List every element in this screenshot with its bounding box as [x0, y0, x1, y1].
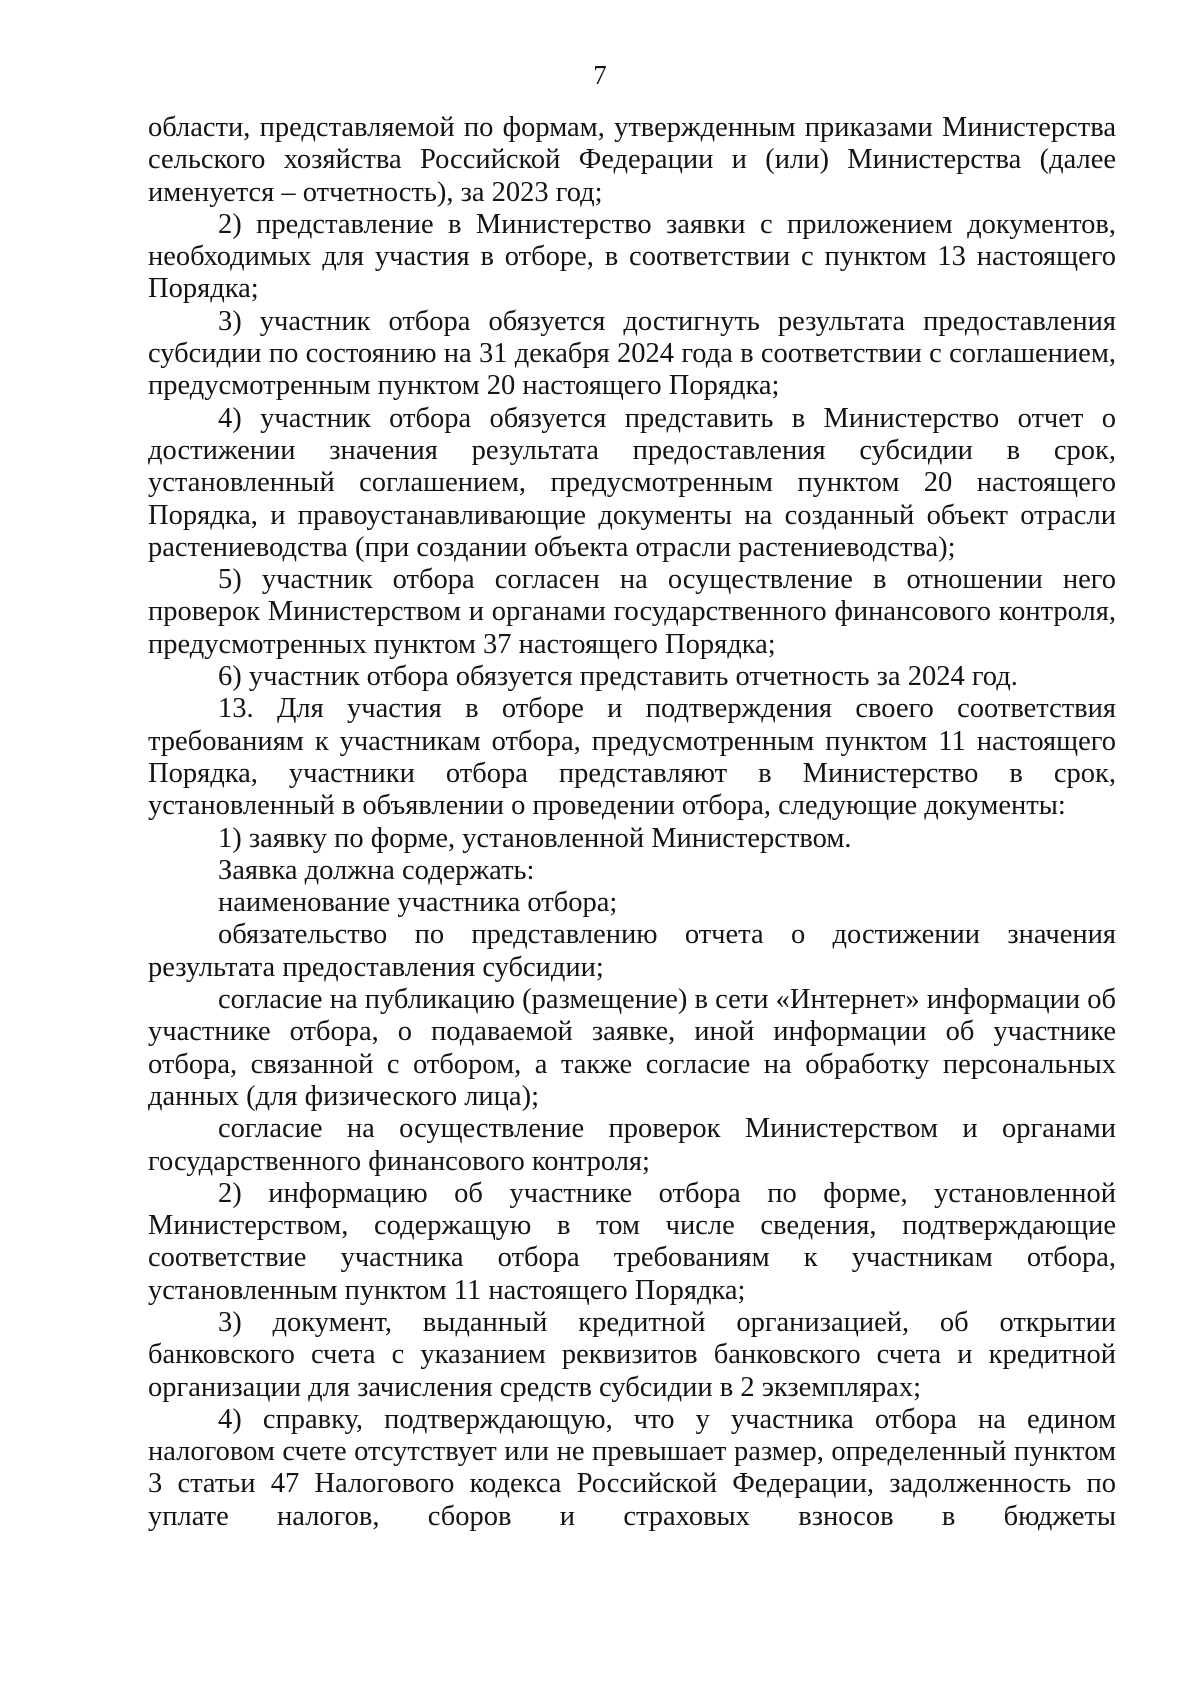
paragraph: согласие на публикацию (размещение) в сети «Интернет» информации об участнике отбора, о подаваемой заявке, иной информации об участнике отбора, связанной с отбором, а также согласие на обработку персональных данных (для физического лица);	[148, 984, 1116, 1112]
paragraph: 3) документ, выданный кредитной организацией, об открытии банковского счета с указанием реквизитов банковского счета и кредитной организации для зачисления средств субсидии в 2 экземплярах;	[148, 1306, 1116, 1403]
paragraph: 4) участник отбора обязуется представить в Министерство отчет о достижении значения результата предоставления субсидии в срок, установленный соглашением, предусмотренным пунктом 20 настоящего Порядка, и правоустанавливающие документы на созданный объект отрасли растениеводства (при создании объекта отрасли растениеводства);	[148, 402, 1116, 563]
paragraph: согласие на осуществление проверок Министерством и органами государственного финансового контроля;	[148, 1113, 1116, 1177]
paragraph: обязательство по представлению отчета о достижении значения результата предоставления субсидии;	[148, 919, 1116, 983]
paragraph: 2) представление в Министерство заявки с приложением документов, необходимых для участия в отборе, в соответствии с пунктом 13 настоящего Порядка;	[148, 208, 1116, 305]
page-number: 7	[593, 60, 607, 90]
document-body	[148, 112, 1116, 1533]
paragraph: наименование участника отбора;	[218, 887, 618, 919]
paragraph: 3) участник отбора обязуется достигнуть результата предоставления субсидии по состоянию на 31 декабря 2024 года в соответствии с соглашением, предусмотренным пунктом 20 настоящего Порядка;	[148, 305, 1116, 402]
paragraph: 6) участник отбора обязуется представить отчетность за 2024 год.	[218, 661, 1018, 693]
paragraph: 1) заявку по форме, установленной Министерством.	[218, 822, 852, 854]
paragraph: области, представляемой по формам, утвержденным приказами Министерства сельского хозяйства Российской Федерации и (или) Министерства (далее именуется – отчетность), за 2023 год;	[148, 112, 1116, 208]
paragraph: 5) участник отбора согласен на осуществление в отношении него проверок Министерством и органами государственного финансового контроля, предусмотренных пунктом 37 настоящего Порядка;	[148, 564, 1116, 660]
paragraph: 4) справку, подтверждающую, что у участника отбора на едином налоговом счете отсутствует или не превышает размер, определенный пунктом 3 статьи 47 Налогового кодекса Российской Федерации, задолженность по уплате налогов, сборов и страховых взносов в бюджеты	[148, 1403, 1116, 1532]
paragraph: Заявка должна содержать:	[218, 854, 535, 886]
paragraph: 13. Для участия в отборе и подтверждения своего соответствия требованиям к участникам отбора, предусмотренным пунктом 11 настоящего Порядка, участники отбора представляют в Министерство в срок, установленный в объявлении о проведении отбора, следующие документы:	[148, 693, 1116, 822]
paragraph: 2) информацию об участнике отбора по форме, установленной Министерством, содержащую в том числе сведения, подтверждающие соответствие участника отбора требованиям к участникам отбора, установленным пунктом 11 настоящего Порядка;	[148, 1177, 1116, 1306]
